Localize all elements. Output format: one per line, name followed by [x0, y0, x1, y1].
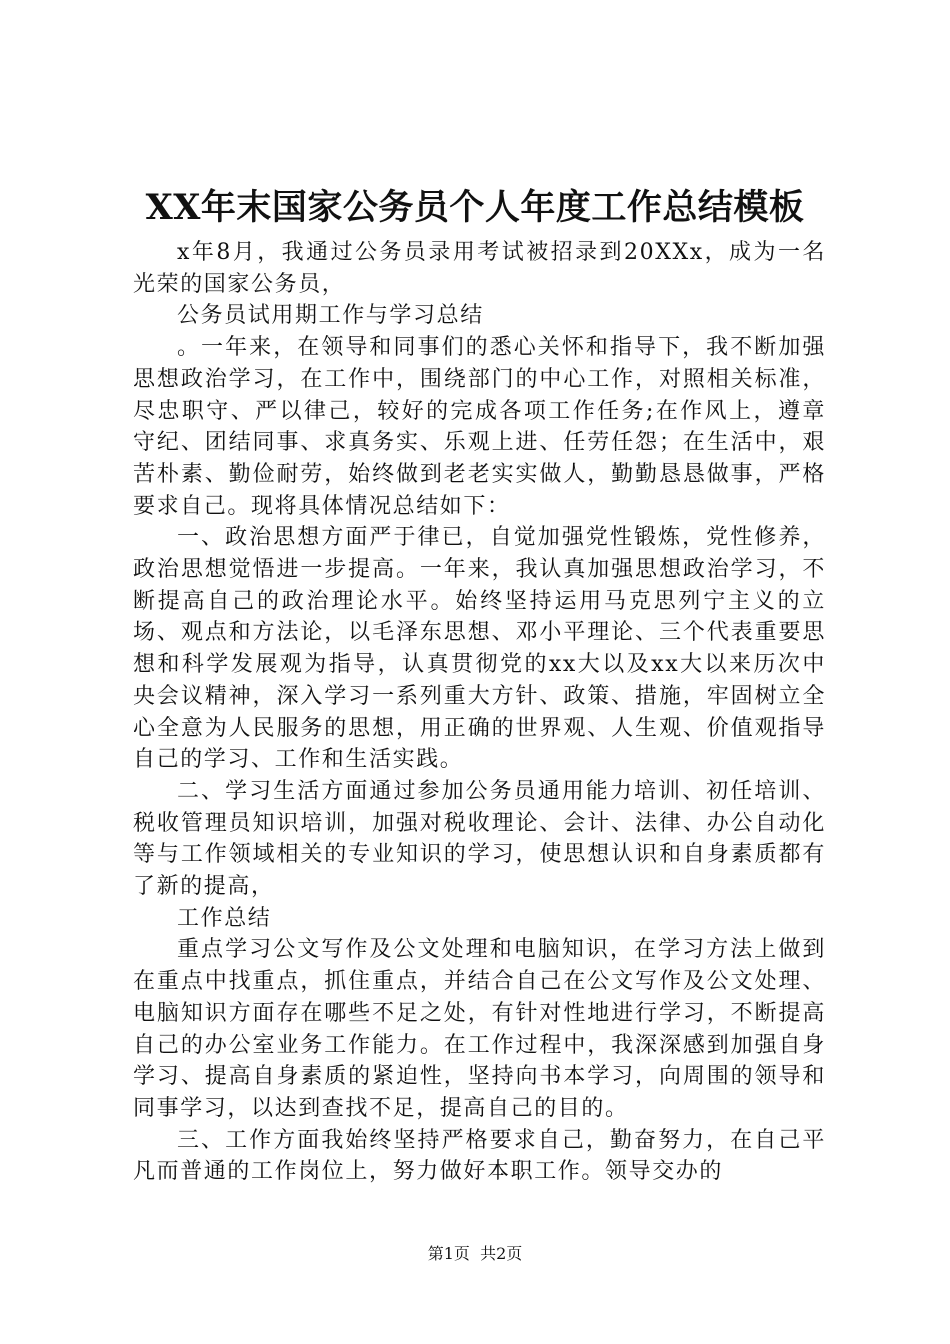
paragraph-key-study: 重点学习公文写作及公文处理和电脑知识，在学习方法上做到在重点中找重点，抓住重点，并结合自己在公文写作及公文处理、电脑知识方面存在哪些不足之处，有针对性地进行学习，不断提高自己的办公室业务工作能力。在工作过程中，我深深感到加强自身学习、提高自身素质的紧迫性，坚持向书本学习，向周围的领导和同事学习，以达到查找不足，提高自己的目的。 — [133, 937, 826, 1121]
document-title: XX年末国家公务员个人年度工作总结模板 — [145, 187, 805, 228]
paragraph-heading-work-summary: 工作总结 — [177, 905, 272, 931]
page-total: 共2页 — [480, 1244, 523, 1263]
page-footer — [0, 1244, 950, 1264]
document-body — [133, 237, 826, 1188]
page-number: 第1页 — [427, 1244, 470, 1263]
paragraph-overview: 。一年来，在领导和同事们的悉心关怀和指导下，我不断加强思想政治学习，在工作中，围绕部门的中心工作，对照相关标准，尽忠职守、严以律己，较好的完成各项工作任务;在作风上，遵章守纪、团结同事、求真务实、乐观上进、任劳任怨；在生活中，艰苦朴素、勤俭耐劳，始终做到老老实实做人，勤勤恳恳做事，严格要求自己。现将具体情况总结如下： — [133, 335, 826, 519]
paragraph-study: 二、学习生活方面通过参加公务员通用能力培训、初任培训、税收管理员知识培训，加强对税收理论、会计、法律、办公自动化等与工作领域相关的专业知识的学习，使思想认识和自身素质都有了新的提高， — [133, 778, 826, 900]
paragraph-intro: x年8月，我通过公务员录用考试被招录到20XXx，成为一名光荣的国家公务员， — [133, 240, 827, 297]
paragraph-political: 一、政治思想方面严于律已，自觉加强党性锻炼，党性修养，政治思想觉悟进一步提高。一年来，我认真加强思想政治学习，不断提高自己的政治理论水平。始终坚持运用马克思列宁主义的立场、观点和方法论，以毛泽东思想、邓小平理论、三个代表重要思想和科学发展观为指导，认真贯彻党的xx大以及xx大以来历次中央会议精神，深入学习一系列重大方针、政策、措施，牢固树立全心全意为人民服务的思想，用正确的世界观、人生观、价值观指导自己的学习、工作和生活实践。 — [133, 525, 826, 773]
paragraph-heading-probation: 公务员试用期工作与学习总结 — [177, 303, 484, 329]
paragraph-work: 三、工作方面我始终坚持严格要求自己，勤奋努力，在自己平凡而普通的工作岗位上，努力做好本职工作。领导交办的 — [133, 1127, 826, 1185]
